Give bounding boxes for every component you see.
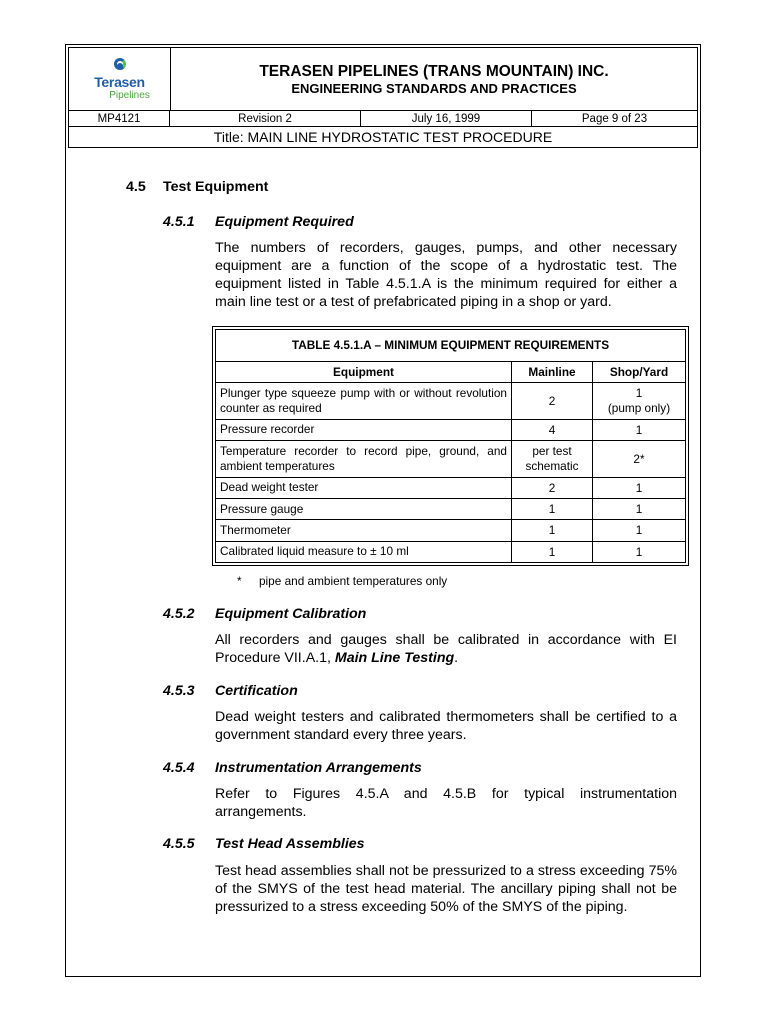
document-title: Title: MAIN LINE HYDROSTATIC TEST PROCEDURE [213, 129, 553, 145]
cell-shopyard: 2* [593, 440, 686, 477]
cell-equipment: Pressure gauge [216, 498, 512, 519]
company-logo [69, 48, 171, 110]
document-header [68, 47, 698, 148]
cell-shopyard: 1 [593, 541, 686, 562]
cell-shopyard-note: (pump only) [607, 400, 671, 415]
department-name: ENGINEERING STANDARDS AND PRACTICES [291, 80, 577, 96]
table-row [216, 419, 686, 440]
subsection-title-454: Instrumentation Arrangements [215, 760, 422, 776]
logo-subtitle: Pipelines [109, 89, 150, 101]
col-header-mainline: Mainline [512, 361, 593, 382]
table-row [216, 382, 686, 419]
cell-shopyard: 1 [593, 477, 686, 498]
cell-equipment: Calibrated liquid measure to ± 10 ml [216, 541, 512, 562]
paragraph-452-end: . [454, 650, 459, 666]
cell-shopyard: 1 [593, 419, 686, 440]
col-header-shopyard: Shop/Yard [593, 361, 686, 382]
paragraph-452-text: All recorders and gauges shall be calibrated in accordance with EI Procedure VII.A.1, [215, 632, 677, 666]
section-number: 4.5 [126, 179, 146, 195]
logo-icon [112, 58, 128, 74]
table-row [216, 541, 686, 562]
cell-mainline: 2 [512, 477, 593, 498]
cell-shopyard-value: 1 [635, 385, 643, 400]
cell-mainline-value: per test [532, 443, 572, 458]
cell-mainline: 1 [512, 541, 593, 562]
cell-equipment: Thermometer [216, 520, 512, 541]
cell-shopyard [593, 382, 686, 419]
footnote-mark: * [237, 574, 242, 588]
paragraph-453: Dead weight testers and calibrated thermometers shall be certified to a government standard every three years. [215, 709, 677, 743]
subsection-title-452: Equipment Calibration [215, 606, 367, 622]
table-row [216, 498, 686, 519]
cell-equipment: Plunger type squeeze pump with or without revolution counter as required [216, 382, 512, 419]
issue-date: July 16, 1999 [361, 111, 532, 126]
paragraph-455: Test head assemblies shall not be pressurized to a stress exceeding 75% of the SMYS of the test head material. The ancillary piping shall not be pressurized to a stress exceeding 50% of the SMYS of the piping. [215, 863, 677, 915]
cell-mainline: 1 [512, 498, 593, 519]
revision: Revision 2 [170, 111, 361, 126]
cell-mainline: 2 [512, 382, 593, 419]
doc-number: MP4121 [69, 111, 170, 126]
cell-mainline: 4 [512, 419, 593, 440]
footnote-text: pipe and ambient temperatures only [259, 574, 448, 588]
subsection-title-451: Equipment Required [215, 214, 354, 230]
subsection-title-453: Certification [215, 683, 298, 699]
subsection-number-451: 4.5.1 [163, 214, 195, 230]
table-row [216, 477, 686, 498]
company-name: TERASEN PIPELINES (TRANS MOUNTAIN) INC. [259, 62, 609, 80]
cell-equipment: Pressure recorder [216, 419, 512, 440]
cell-shopyard: 1 [593, 520, 686, 541]
paragraph-452 [215, 631, 677, 667]
subsection-title-455: Test Head Assemblies [215, 836, 365, 852]
paragraph-454: Refer to Figures 4.5.A and 4.5.B for typical instrumentation arrangements. [215, 786, 677, 820]
table-row [216, 520, 686, 541]
page-number: Page 9 of 23 [581, 112, 648, 125]
logo-name: Terasen [94, 73, 145, 90]
procedure-reference: Main Line Testing [334, 650, 455, 666]
table-caption: TABLE 4.5.1.A – MINIMUM EQUIPMENT REQUIREMENTS [216, 330, 686, 362]
cell-mainline [512, 440, 593, 477]
subsection-number-454: 4.5.4 [163, 760, 195, 776]
table-row [216, 440, 686, 477]
paragraph-451: The numbers of recorders, gauges, pumps, and other necessary equipment are a function of the scope of a hydrostatic test. The equipment listed in Table 4.5.1.A is the minimum required for either a main line test or a test of prefabricated piping in a shop or yard. [215, 240, 677, 310]
col-header-equipment: Equipment [216, 361, 512, 382]
cell-mainline-note: schematic [525, 458, 579, 473]
subsection-number-453: 4.5.3 [163, 683, 195, 699]
cell-equipment: Dead weight tester [216, 477, 512, 498]
section-title: Test Equipment [163, 179, 269, 195]
equipment-table [212, 326, 689, 566]
cell-mainline: 1 [512, 520, 593, 541]
cell-shopyard: 1 [593, 498, 686, 519]
subsection-number-455: 4.5.5 [163, 836, 195, 852]
subsection-number-452: 4.5.2 [163, 606, 195, 622]
cell-equipment: Temperature recorder to record pipe, ground, and ambient temperatures [216, 440, 512, 477]
